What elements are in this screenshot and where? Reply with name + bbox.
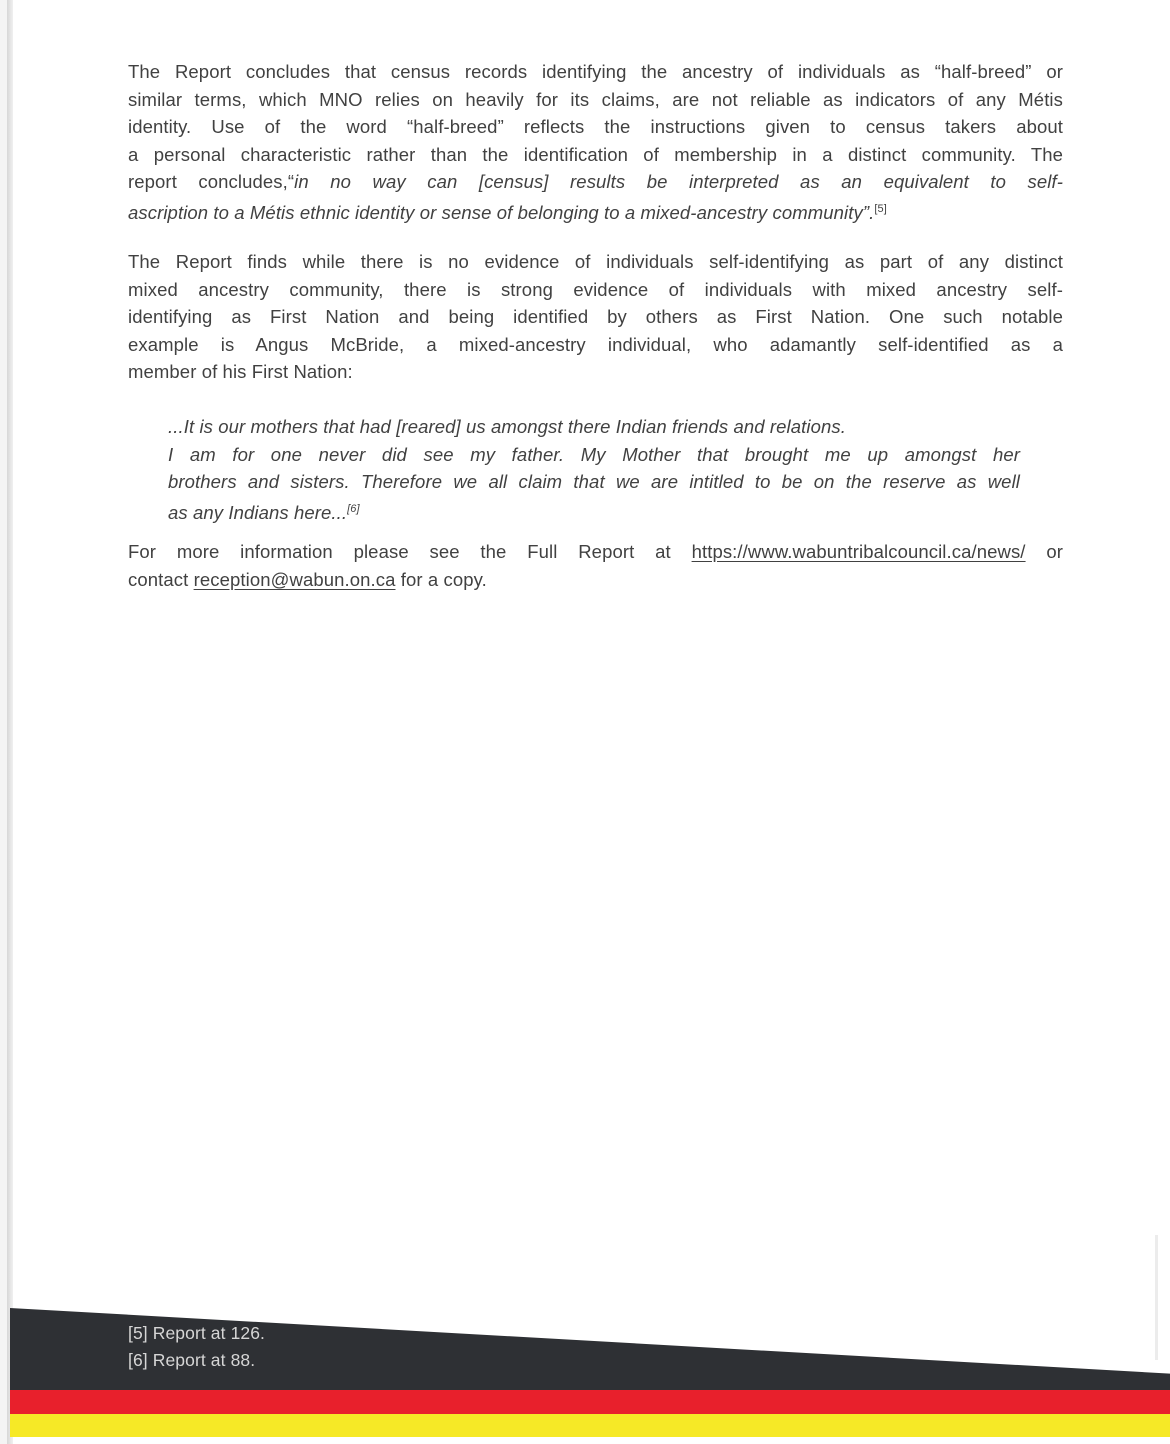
text-run: mixed ancestry community, there is strong evidence of individuals with mixed ancestry self- xyxy=(128,278,1063,300)
footer-band-red xyxy=(10,1390,1170,1414)
text-run: as any Indians here... xyxy=(168,501,348,523)
text-line xyxy=(128,196,1063,227)
text-run: I am for one never did see my father. My Mother that brought me up amongst her xyxy=(168,443,1020,465)
text-line xyxy=(128,1347,628,1374)
footnote-reference: [6] xyxy=(347,502,360,515)
footnote-reference: [5] xyxy=(874,202,887,215)
footnotes xyxy=(128,1320,628,1373)
text-run: ascription to a Métis ethnic identity or sense of belonging to a mixed-ancestry community”. xyxy=(128,202,875,224)
text-line xyxy=(128,248,1063,276)
text-run: identity. Use of the word “half-breed” reflects the instructions given to census takers about xyxy=(128,116,1063,138)
text-run: example is Angus McBride, a mixed-ancestry individual, who adamantly self-identified as a xyxy=(128,333,1063,355)
text-run: The Report finds while there is no evidence of individuals self-identifying as part of any distinct xyxy=(128,251,1063,272)
text-line xyxy=(128,168,1063,196)
paragraph-more-information xyxy=(128,538,1063,593)
text-run: [6] Report at 88. xyxy=(128,1349,256,1370)
text-run: a personal characteristic rather than the identification of membership in a distinct community. The xyxy=(128,143,1063,165)
text-run: contact xyxy=(128,568,194,590)
text-run: similar terms, which MNO relies on heavily for its claims, are not reliable as indicators of any Métis xyxy=(128,88,1063,110)
text-line xyxy=(128,331,1063,359)
blockquote-angus-mcbride xyxy=(168,413,1020,527)
text-run: The Report concludes that census records identifying the ancestry of individuals as “half-breed” or xyxy=(128,61,1063,82)
text-line xyxy=(128,276,1063,304)
text-run: [5] Report at 126. xyxy=(128,1323,266,1343)
paragraph-report-findings xyxy=(128,248,1063,386)
footer-band-yellow xyxy=(10,1414,1170,1437)
text-line xyxy=(128,58,1063,86)
text-line xyxy=(128,1320,628,1347)
scan-edge-line-right xyxy=(1155,1235,1158,1360)
report-url-link[interactable]: https://www.wabuntribalcouncil.ca/news/ xyxy=(691,541,1026,562)
text-run: or xyxy=(1025,541,1064,562)
text-run: in no way can [census] results be interpreted as an equivalent to self- xyxy=(294,171,1063,193)
text-line xyxy=(168,413,1020,441)
email-link[interactable]: reception@wabun.on.ca xyxy=(193,568,396,590)
text-run: for a copy. xyxy=(395,568,487,590)
text-line xyxy=(128,566,1063,594)
text-line xyxy=(128,141,1063,169)
text-run: report concludes,“ xyxy=(128,171,295,193)
text-line xyxy=(168,441,1020,469)
text-run: ...It is our mothers that had [reared] us amongst there Indian friends and relations. xyxy=(168,416,846,437)
text-run: member of his First Nation: xyxy=(128,361,353,383)
text-run: identifying as First Nation and being identified by others as First Nation. One such notable xyxy=(128,306,1063,328)
text-line xyxy=(128,358,1063,386)
text-line xyxy=(128,86,1063,114)
text-run: brothers and sisters. Therefore we all claim that we are intitled to be on the reserve as well xyxy=(168,471,1020,493)
text-line xyxy=(128,538,1063,566)
paragraph-census-conclusion xyxy=(128,58,1063,227)
text-line xyxy=(128,303,1063,331)
text-line xyxy=(128,113,1063,141)
text-line xyxy=(168,468,1020,496)
scan-edge-strip xyxy=(0,0,7,1444)
text-run: For more information please see the Full Report at xyxy=(128,541,692,562)
scan-edge-line xyxy=(7,0,13,1444)
text-line xyxy=(168,496,1020,527)
